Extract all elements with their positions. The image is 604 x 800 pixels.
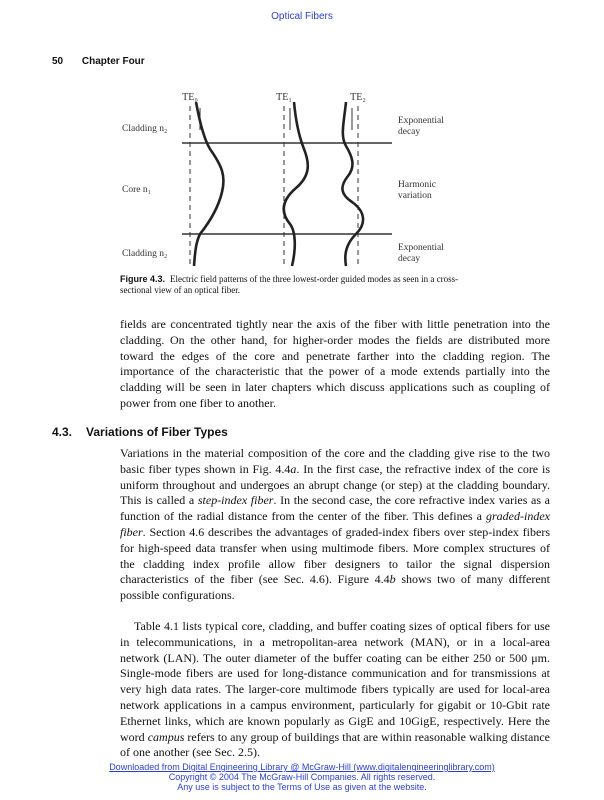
section-heading <box>52 425 228 439</box>
paragraph-fiber-types <box>120 446 550 604</box>
caption-label: Figure 4.3. <box>120 274 166 284</box>
page-number: 50 <box>52 56 64 67</box>
paragraph-fiber-sizes <box>120 619 550 761</box>
terms-of-use-link[interactable]: Any use is subject to the Terms of Use as given at the website. <box>177 782 427 792</box>
exp-decay-bottom-line2: decay <box>398 254 421 264</box>
exp-decay-bottom-line1: Exponential <box>398 243 444 253</box>
harmonic-line2: variation <box>398 191 432 201</box>
caption-text: Electric field patterns of the three lowest-order guided modes as seen in a cross-sectional view of an optical fiber. <box>120 274 459 295</box>
chapter-title: Chapter Four <box>81 56 145 67</box>
page-header <box>52 56 145 67</box>
text-run: . Section 4.6 describes the advantages of graded-index fibers over step-index fibers for high-speed data transfer when using multimode fibers. More complex structures of the cladding index profile allow fiber designers to tailor the signal dispersion characteristics of the fiber (see Sec. 4.6). Figure 4.4 <box>120 524 550 587</box>
cladding-bottom-label: Cladding n₂ <box>122 249 168 259</box>
te2-label: TE₂ <box>350 92 366 103</box>
text-run: . In the first case, the refractive index of the core is uniform throughout and undergoes an abrupt change (or step) at the cladding boundary. This is called a <box>120 461 550 508</box>
cladding-top-label: Cladding n₂ <box>122 124 168 134</box>
te2-field-curve <box>342 102 363 266</box>
paragraph-mode-fields: fields are concentrated tightly near the axis of the fiber with little penetration into the cladding. On the other hand, for higher-order modes the fields are distributed more toward the edges of the core and penetrate farther into the cladding region. The importance of the characteristic that the power of a mode extends partially into the cladding will be seen in later chapters which discuss applications such as coupling of power from one fiber to another. <box>120 317 550 410</box>
section-number: 4.3. <box>52 425 73 439</box>
text-run: refers to any group of buildings that are within reasonable walking distance of one another (see Sec. 2.5). <box>120 729 550 760</box>
copyright-line: Copyright © 2004 The McGraw-Hill Companies. All rights reserved. <box>168 772 436 782</box>
italic-term-step-index: step-index fiber <box>197 493 274 508</box>
text-run: shows two of many different possible configurations. <box>120 572 550 603</box>
running-head: Optical Fibers <box>271 11 333 22</box>
core-label: Core n₁ <box>122 185 151 195</box>
text-run: Table 4.1 lists typical core, cladding, and buffer coating sizes of optical fibers for use in telecommunications, in a metropolitan-area network (MAN), or in a local-area network (LAN). The outer diameter of the buffer coating can be either 250 or 500 μm. Single-mode fibers are used for long-distance communication and for transmissions at very high data rates. The larger-core multimode fibers typically are used for local-area network applications in a campus environment, particularly for gigabit or 10-Gbit rate Ethernet links, which are known popularly as GigE and 10GigE, respectively. Here the word <box>120 619 550 744</box>
italic-run: a <box>290 461 297 476</box>
italic-run: b <box>389 572 396 587</box>
exp-decay-top-line2: decay <box>398 127 421 137</box>
te0-field-curve <box>194 102 224 266</box>
page-footer <box>0 762 604 792</box>
te1-label: TE₁ <box>276 92 292 103</box>
harmonic-line1: Harmonic <box>398 180 436 190</box>
exp-decay-top-line1: Exponential <box>398 116 444 126</box>
text-run: Variations in the material composition of the core and the cladding give rise to the two basic fiber types shown in Fig. 4.4 <box>120 446 550 476</box>
section-title: Variations of Fiber Types <box>86 425 228 439</box>
figure-caption <box>120 274 480 296</box>
te1-field-curve <box>284 102 308 266</box>
te0-label: TE₀ <box>182 92 198 103</box>
download-link[interactable]: Downloaded from Digital Engineering Library @ McGraw-Hill (www.digitalengineeringlibrary.com) <box>109 762 495 772</box>
figure-4-3 <box>120 84 460 270</box>
italic-term-campus: campus <box>147 729 185 744</box>
italic-term-graded-index: graded-index fiber <box>120 509 550 539</box>
text-run: . In the second case, the core refractive index varies as a function of the radial distance from the center of the fiber. This defines a <box>120 493 551 524</box>
